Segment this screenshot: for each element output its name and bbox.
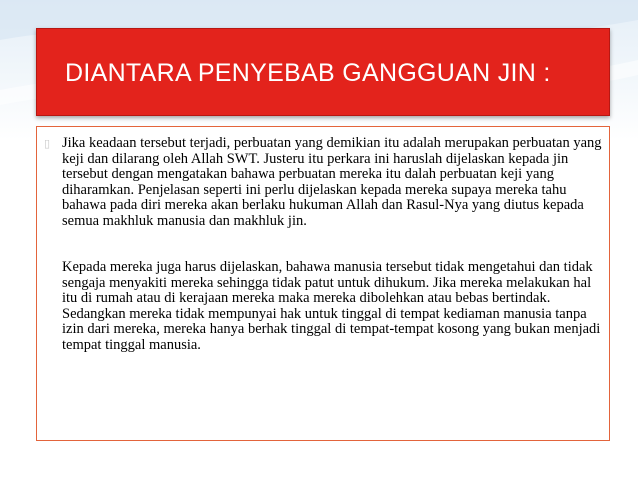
bullet-icon: ▯ (44, 137, 51, 150)
content-box (36, 126, 610, 441)
slide-title: DIANTARA PENYEBAB GANGGUAN JIN : (65, 59, 551, 87)
title-bar (36, 28, 610, 116)
paragraph-2: Kepada mereka juga harus dijelaskan, bahawa manusia tersebut tidak mengetahui dan tidak sengaja menyakiti mereka sehingga tidak patut untuk dihukum. Jika mereka melakukan hal itu di rumah atau di kerajaan mereka maka mereka dibolehkan atau bebas bertindak. Sedangkan mereka tidak mempunyai hak untuk tinggal di tempat kediaman manusia tanpa izin dari mereka, mereka hanya berhak tinggal di tempat-tempat kosong yang bukan menjadi tempat tinggal manusia. (62, 259, 601, 353)
paragraph-1: Jika keadaan tersebut terjadi, perbuatan yang demikian itu adalah merupakan perbuatan yang keji dan dilarang oleh Allah SWT. Justeru itu perkara ini haruslah dijelaskan kepada jin tersebut dengan mengatakan bahawa perbuatan mereka itu dalah perbuatan keji yang diharamkan. Penjelasan seperti ini perlu dijelaskan kepada mereka supaya mereka tahu bahawa pada diri mereka akan berlaku hukuman Allah dan Rasul-Nya yang diutus kepada semua makhluk manusia dan makhluk jin. (62, 135, 602, 229)
